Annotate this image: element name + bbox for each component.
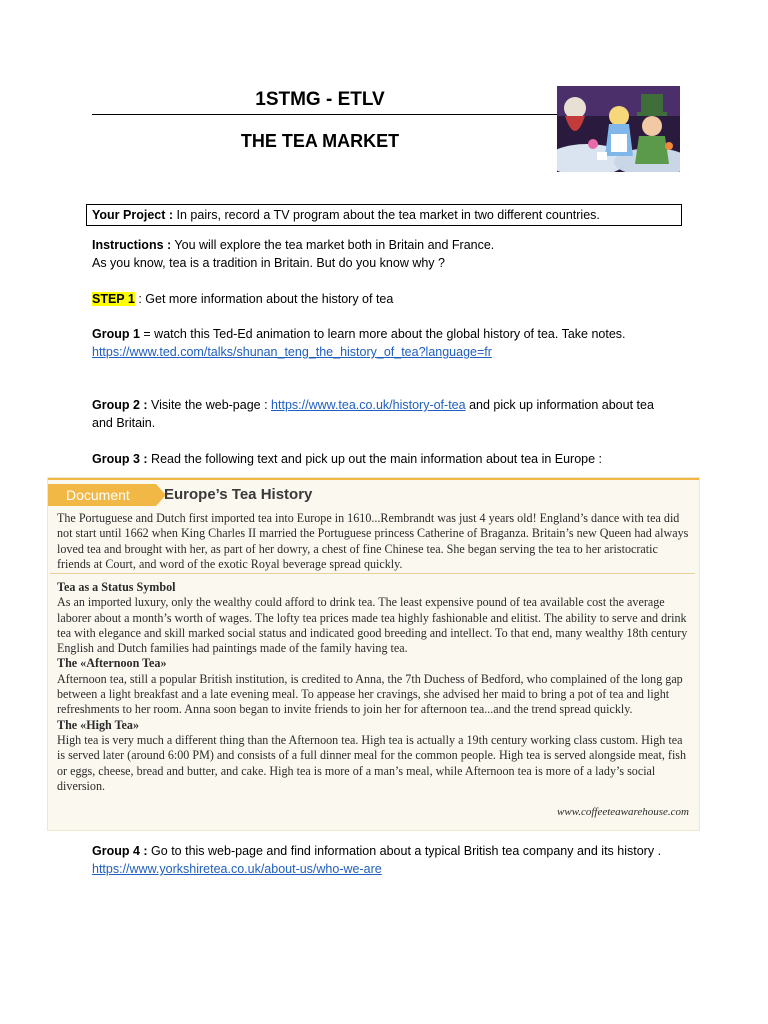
- project-label: Your Project :: [92, 208, 174, 222]
- group-4: [92, 842, 682, 878]
- group-1-text: = watch this Ted-Ed animation to learn more about the global history of tea. Take notes.: [143, 327, 626, 341]
- document-intro: The Portuguese and Dutch first imported tea into Europe in 1610...Rembrandt was just 4 years old! England’s dance with tea did not start until 1662 when King Charles II married the Portuguese princess Catherine of Braganza. Britain’s new Queen had always loved tea and brought with her, as part of her dowry, a chest of fine Chinese tea. She began serving the tea to her aristocratic friends at Court, and word of the exotic Royal beverage spread quickly.: [57, 511, 689, 571]
- group-2-text-before: Visite the web-page :: [151, 398, 268, 412]
- instructions-line-2: As you know, tea is a tradition in Britain. But do you know why ?: [92, 256, 445, 270]
- project-text: In pairs, record a TV program about the tea market in two different countries.: [176, 208, 600, 222]
- instructions-label: Instructions :: [92, 238, 172, 252]
- group-4-label: Group 4 :: [92, 844, 148, 858]
- group-3: [92, 450, 692, 468]
- mad-tea-party-illustration: [557, 86, 680, 172]
- group-2-label: Group 2 :: [92, 398, 148, 412]
- step-1-label: STEP 1: [92, 292, 135, 306]
- group-4-link[interactable]: https://www.yorkshiretea.co.uk/about-us/who-we-are: [92, 862, 382, 876]
- group-3-text: Read the following text and pick up out the main information about tea in Europe :: [151, 452, 603, 466]
- course-title: 1STMG - ETLV: [255, 89, 385, 110]
- section-heading: The «Afternoon Tea»: [57, 656, 167, 671]
- document-excerpt: [48, 478, 699, 830]
- section-text: As an imported luxury, only the wealthy could afford to drink tea. The least expensive pound of tea available cost the average laborer about a month’s worth of wages. The lofty tea prices made tea highly fashionable and elitist. The ability to serve and drink tea with elegance and skill marked social status and indicated good breeding and intellect. To that end, many wealthy 18th century English and Dutch families had paintings made of the family having tea.: [57, 595, 688, 656]
- group-3-label: Group 3 :: [92, 452, 148, 466]
- section-heading: The «High Tea»: [57, 717, 139, 732]
- document-source: www.coffeeteawarehouse.com: [557, 806, 689, 818]
- document-tab: Document: [48, 484, 156, 506]
- section-text: High tea is very much a different thing than the Afternoon tea. High tea is actually a 19th century working class custom. High tea is served later (around 6:00 PM) and consists of a full dinner meal for the common people. High tea is served alongside meat, fish or eggs, cheese, bread and butter, and cake. High tea is more of a man’s meal, while Afternoon tea is more of a lady’s social diversion.: [57, 732, 687, 793]
- instructions-line-1: You will explore the tea market both in Britain and France.: [174, 238, 495, 252]
- group-1-label: Group 1: [92, 327, 140, 341]
- document-title: Europe’s Tea History: [164, 486, 313, 503]
- group-1-link[interactable]: https://www.ted.com/talks/shunan_teng_the_history_of_tea?language=fr: [92, 345, 492, 359]
- section-text: Afternoon tea, still a popular British institution, is credited to Anna, the 7th Duchess of Bedford, who complained of the long gap between a light breakfast and a late evening meal. To appease her cravings, she advised her maid to bring a pot of tea and light refreshments to her room. Anna soon began to invite friends to join her for afternoon tea...and the trend spread quickly.: [57, 671, 683, 717]
- instructions: [92, 236, 692, 272]
- step-1-text: : Get more information about the history of tea: [138, 292, 394, 306]
- group-2-link[interactable]: https://www.tea.co.uk/history-of-tea: [271, 398, 466, 412]
- group-2-text-after: and pick up information about tea and Britain.: [92, 398, 654, 430]
- step-1: [92, 290, 692, 308]
- project-box: [86, 204, 682, 226]
- group-2: [92, 396, 672, 432]
- section-heading: Tea as a Status Symbol: [57, 580, 176, 594]
- title-divider: [92, 114, 557, 115]
- group-4-text: Go to this web-page and find information about a typical British tea company and its history .: [151, 844, 662, 858]
- document-divider: [50, 573, 695, 574]
- group-1: [92, 325, 672, 361]
- document-body: [57, 580, 693, 794]
- page-title: THE TEA MARKET: [240, 131, 400, 151]
